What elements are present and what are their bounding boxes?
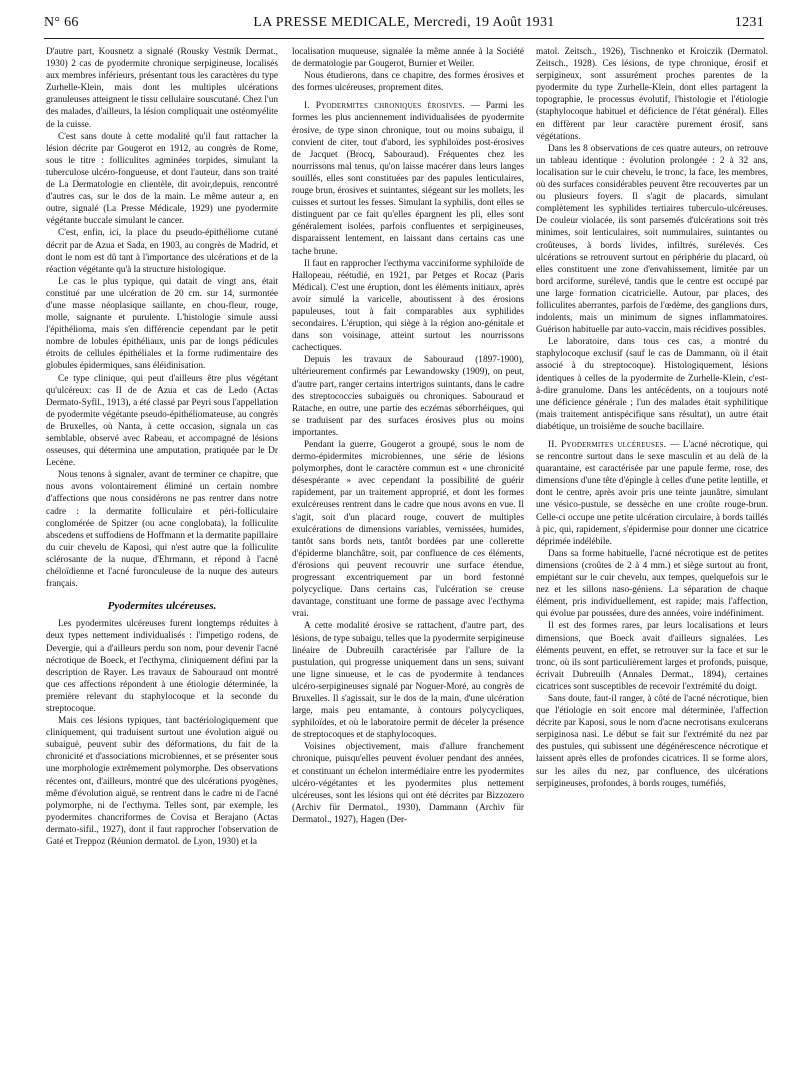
paragraph: C'est, enfin, ici, la place du pseudo-épithéliome cutané décrit par de Azua et Sada, en 1903, au congrès de Madrid, et dont le nom est dû tant à l'importance des ulcérations et de la réaction végétante qu'à la structure histologique. (46, 228, 278, 275)
page-number: 1231 (734, 15, 764, 30)
paragraph-with-subhead (536, 439, 768, 548)
paragraph: Nous étudierons, dans ce chapitre, des formes érosives et des formes ulcéreuses, proprement dites. (292, 71, 524, 94)
issue-date: , Mercredi, 19 Août 1931 (405, 15, 555, 30)
paragraph: Ce type clinique, qui peut d'ailleurs être plus végétant qu'ulcéreux: cas II de de Azua et cas de Ledo (Actas Dermato-Syfil., 1913), a été classé par Peyri sous l'appellation de pyodermite végétante pseudo-épithéliomateuse, au congrès de Bruxelles, où Nanta, à cette occasion, signala un cas semblable, observé avec Rabeau, et accompagné de lésions osseuses, qui détermina une amputation, pratiquée par le Dr Lecène. (46, 373, 278, 469)
journal-title-line (44, 10, 764, 36)
column-right (536, 46, 768, 790)
paragraph: Pendant la guerre, Gougerot a groupé, sous le nom de dermo-épidermites microbiennes, une série de lésions polymorphes, dont le caractère commun est « une chronicité désespérante » avec cependant la possibilité de guérir rapidement, par un traitement approprié, et dont les formes exulcéreuses rentrent dans le cadre que nous avons en vue. Il s'agit, soit d'un placard rouge, couvert de multiples exulcérations de dimensions variables, vernissées, humides, tantôt sans bords nets, tantôt bordées par une collerette d'épiderme blanchâtre, soit, par confluence de ces éléments, d'érosions qui peuvent recouvrir une surface étendue, progressant excentriquement par un bord festonné polycyclique. Dans certains cas, l'ulcération se creuse davantage, constituant une forme de passage avec l'ecthyma vrai. (292, 440, 524, 620)
subhead: I. Pyodermites chroniques érosives. (304, 101, 465, 112)
paragraph-with-subhead (292, 100, 524, 257)
paragraph: localisation muqueuse, signalée la même année à la Société de dermatologie par Gougerot, Burnier et Weiler. (292, 47, 524, 70)
subhead: II. Pyodermites ulcéreuses. (548, 440, 667, 450)
paragraph-text: — L'acné nécrotique, qui se rencontre surtout dans le sexe masculin et au delà de la quarantaine, est caractérisée par une papule ferme, rose, des dimensions d'une tête d'épingle à celles d'une petite lentille, et dont le centre, après avoir pris une teinte jaunâtre, simulant une vésico-pustule, se dessèche en une croûte rouge-brun. Celle-ci occupe une petite ulcération circulaire, à bords taillés à pic, qui, rapidement, s'épidermise pour donner une cicatrice déprimée indélébile. (536, 440, 768, 547)
page-header (44, 10, 764, 36)
paragraph: Le cas le plus typique, qui datait de vingt ans, était constitué par une ulcération de 20 cm. sur 14, surmontée d'une masse néoplasique saillante, en chou-fleur, rouge, molle, saignante et purulente. L'histologie simule aussi l'épithélioma, mais s'en différencie cependant par le petit nombre de lobules épithéliaux, unis par de longs pédicules étroits de cellules épithéliales et la forme rudimentaire des globules épidermiques, sans éléidinisation. (46, 276, 278, 372)
issue-number: N° 66 (44, 15, 79, 30)
paragraph: D'autre part, Kousnetz a signalé (Rousky Vestnik Dermat., 1930) 2 cas de pyodermite chronique serpigineuse, localisés aux membres inférieurs, présentant tous les caractères du type Zurhelle-Klein, mais dont les multiples ulcérations granuleuses atteignent le tissu cellulaire souscutané. Chez l'un des malades, d'ailleurs, la lésion compliquait une ostéomyélite de la cuisse. (46, 47, 278, 130)
paragraph: Les pyodermites ulcéreuses furent longtemps réduites à deux types nettement individualisés : l'impetigo rodens, de Devergie, qui a d'ailleurs perdu son nom, pour devenir l'acné nécrotique de Boeck, et l'ecthyma, cliniquement défini par la description de Rayer. Les travaux de Sabouraud ont montré que ces affections répondent à une étiologie déterminée, la première relevant du staphylocoque et la seconde du streptocoque. (46, 619, 278, 714)
paragraph: Nous tenons à signaler, avant de terminer ce chapitre, que nous avons volontairement éliminé un certain nombre d'affections que nous considérons ne pas rentrer dans notre cadre : la dermatite folliculaire et péri-folliculaire conglomérée de Spitzer (ou acne conglobata), la folliculite abscedens et suffodiens de Hoffmann et la dermatite papillaire du cuir chevelu de Kaposi, qui n'est autre que la folliculite sclérosante de la nuque, d'Ehrmann, et répond à l'acné chéloïdienne et l'acné furonculeuse de la nuque des auteurs français. (46, 470, 278, 590)
journal-title: LA PRESSE MEDICALE (253, 15, 406, 30)
paragraph-text: — Parmi les formes les plus anciennement individualisées de pyodermite érosive, de type sinon chronique, tout ou moins subaigu, il convient de citer, tout d'abord, les syphiloïdes post-érosives de Jacquet (Brocq, Sabouraud). Fréquentes chez les nourrissons mal tenus, qu'on laisse macérer dans leurs langes souillés, elles sont constituées par des papules lenticulaires, rouge brun, érosives et suintantes, siégeant sur les mollets, les cuisses et surtout les fesses. Simulant la syphilis, dont elles se distinguent par ce fait qu'elles épargnent les pli, elles sont généralement isolées, parfois confluentes et serpigineuses, disparaissent lentement, en laissant dans certains cas une tache brune. (292, 101, 524, 257)
paragraph: matol. Zeitsch., 1926), Tischnenko et Kroiczik (Dermatol. Zeitsch., 1928). Ces lésions, de type chronique, érosif et serpigineux, sont assurément proches parentes de la pyodermite du type Zurhelle-Klein, dont elles partagent la topographie, le processus évolutif, l'histologie et l'étiologie (staphylocoque habituel et déficience de l'état général). Elles en diffèrent par leur caractère purement érosif, sans végétations. (536, 47, 768, 142)
header-rule (44, 38, 764, 39)
paragraph: Mais ces lésions typiques, tant bactériologiquement que cliniquement, qui traduisent surtout une évolution aiguë ou subaiguë, peuvent subir des déformations, du fait de la chronicité et d'associations microbiennes, et se présenter sous une morphologie extrêmement polymorphe. Des observations récentes ont, d'ailleurs, montré que des ulcérations pyogènes, même d'évolution aiguë, se rentrent dans le cadre ni de l'acné polymorphe, ni de l'ecthyma. Telles sont, par exemple, les pyodermites chancriformes de Covisa et Berajano (Actas dermato-sifil., 1927), dont il faut rapprocher l'observation de Gaté et Treppoz (Réunion dermatol. de Lyon, 1930) et la (46, 716, 278, 847)
column-middle (292, 46, 524, 826)
paragraph: Le laboratoire, dans tous ces cas, a montré du staphylocoque exclusif (sauf le cas de Dammann, où il était associé à du streptocoque). Histologiquement, lésions identiques à celles de la pyodermite de Zurhelle-Klein, c'est-à-dire granulome. Dans les antécédents, on a toujours noté une déficience générale ; l'un des malades était syphilitique (mais traitement antispécifique sans résultat), un autre était diabétique, un troisième de souche bacillaire. (536, 337, 768, 432)
paragraph: Voisines objectivement, mais d'allure franchement chronique, puisqu'elles peuvent évoluer pendant des années, et constituant un échelon intermédiaire entre les pyodermites ulcéro-végétantes et les pyodermites plus nettement ulcéreuses, sont les lésions qui ont été décrites par Bizzozero (Archiv für Dermatol., 1930), Dammann (Archiv für Dermatol., 1927), Hagen (Der- (292, 742, 524, 825)
paragraph: Il faut en rapprocher l'ecthyma vacciniforme syphiloïde de Hallopeau, réétudié, en 1921, par Petges et Rocaz (Paris Médical). C'est une éruption, dont les éléments initiaux, après avoir simulé la varicelle, aboutissent à des érosions papuleuses, tout à fait comparables aux syphilides secondaires. L'éruption, qui siège à la région ano-génitale et dans son voisinage, atteint surtout les nourrissons cachectiques. (292, 258, 524, 354)
paragraph: A cette modalité érosive se rattachent, d'autre part, des lésions, de type subaigu, telles que la pyodermite serpigineuse linéaire de Dubreuilh caractérisée par l'allure de la pustulation, qui progresse uniquement dans un sens, suivant une ligne sinueuse, et le cas de pyodermite à tendances ulcéro-serpigineuses signalé par Noguer-Moré, au congrès de Bruxelles. Il s'agissait, sur le dos de la main, d'une ulcération large, mais peu entamante, à contours polycycliques, syphiloïdes, et où le laboratoire permit de déceler la présence de streptocoques et de staphylocoques. (292, 621, 524, 741)
paragraph: Dans sa forme habituelle, l'acné nécrotique est de petites dimensions (croûtes de 2 à 4 mm.) et siège surtout au front, empiétant sur le cuir chevelu, aux tempes, quelquefois sur le nez et les sillons naso-géniens. La séparation de chaque élément, pris individuellement, est rapide; mais l'affection, qui évolue par poussées, dure des années, voire indéfiniment. (536, 548, 768, 620)
paragraph: C'est sans doute à cette modalité qu'il faut rattacher la lésion décrite par Gougerot en 1912, au congrès de Rome, sous le titre : folliculites agminées torpides, simulant la tuberculose ulcéro-fongueuse, et dont l'auteur, dans son traité de La Dermatologie en clientèle, dit avoir,depuis, rencontré d'autres cas, sur le dos de la main. Le même auteur a, en outre, signalé (La Presse Médicale, 1929) une pyodermite végétante buccale simulant le cancer. (46, 131, 278, 227)
paragraph: Il est des formes rares, par leurs localisations et leurs dimensions, que Boeck avait d'ailleurs signalées. Les éléments peuvent, en effet, se retrouver sur la face et sur le tronc, où ils sont particulièrement larges et profonds, puisque, écrivait Dubreuilh (Annales Dermat., 1894), certaines cicatrices sont susceptibles de recevoir l'extrémité du doigt. (536, 621, 768, 692)
paragraph: Depuis les travaux de Sabouraud (1897-1900), ultérieurement confirmés par Lewandowsky (1909), on peut, d'autre part, ranger certains intertrigos suintants, dans le cadre des streptococcies subaiguës ou chroniques. Sabouraud et Ratache, en outre, une partie des eczémas séborrhéiques, qui se traduisent par des surfaces érosives plus ou moins importantes. (292, 355, 524, 438)
section-title: Pyodermites ulcéreuses. (107, 600, 217, 613)
column-left (46, 46, 278, 848)
paragraph: Sans doute, faut-il ranger, à côté de l'acné nécrotique, bien que l'étiologie en soit encore mal déterminée, l'affection décrite par Kaposi, sous le nom d'acne necrotisans exulcerans serpiginosa nasi. Le début se fait sur l'extrémité du nez par des pustules, qui subissent une dégénérescence nécrotique et laissent après elles de profondes cicatrices. Il se forme alors, sur les ailes du nez, par confluence, des ulcérations serpigineuses, profondes, à bords rouges, tuméfiés, (536, 693, 768, 789)
paragraph: Dans les 8 observations de ces quatre auteurs, on retrouve un tableau identique : évolution prolongée : 2 à 32 ans, localisation sur le cuir chevelu, le tronc, la face, les membres, où des surfaces considérables peuvent être recouvertes par un ou plusieurs foyers. Il s'agit de placards, simulant complètement les syphilides tertiaires tuberculo-ulcéreuses. De couleur violacée, ils sont parsemés d'ulcérations soit très minimes, soit lenticulaires, soit nummulaires, suintantes ou croûteuses, à bords livides, infiltrés, surélevés. Ces ulcérations se retrouvent surtout en périphérie du placard, où elles constituent une zone d'envahissement, limitée par un bord arciforme, surélevé, tandis que le centre est occupé par une large formation cicatricielle. Autour, par places, des folliculites aberrantes, parfois de l'œdème, des ganglions durs, indolents, mais un minimum de signes inflammatoires. Guérison habituelle par auto-vaccin, mais récidives possibles. (536, 143, 768, 336)
